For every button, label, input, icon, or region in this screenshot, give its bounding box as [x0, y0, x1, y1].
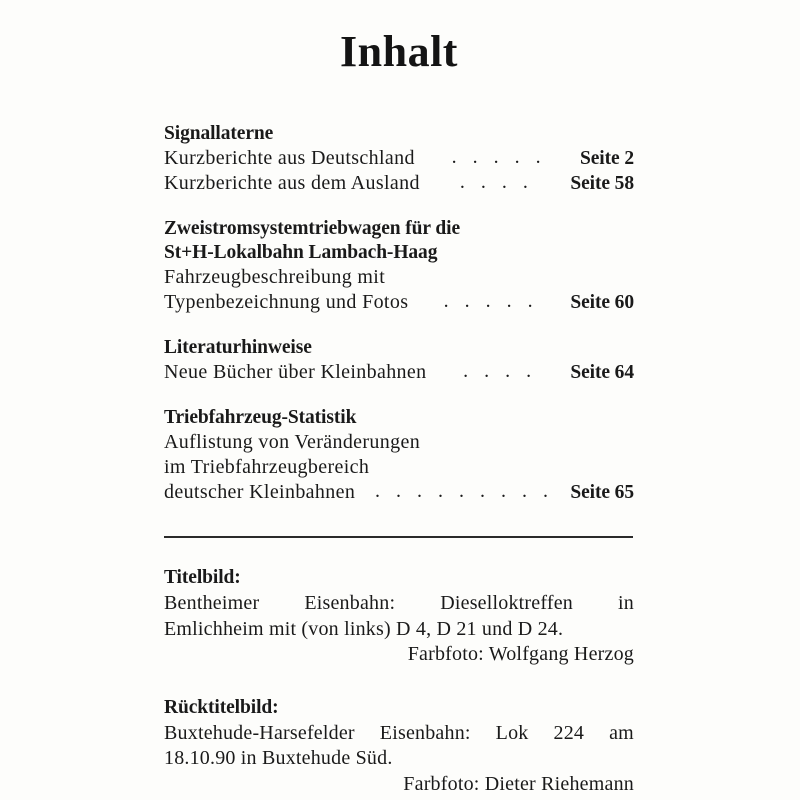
credit-word: Bentheimer — [164, 592, 260, 614]
toc-section — [164, 122, 634, 196]
credit-word: in — [618, 592, 634, 614]
toc-entry[interactable] — [164, 480, 634, 505]
toc-entry-page: Seite 60 — [570, 292, 634, 313]
toc-entry-page: Seite 58 — [570, 173, 634, 194]
front-cover-photographer: Farbfoto: Wolfgang Herzog — [407, 643, 634, 665]
front-cover-line-2: Emlichheim mit (von links) D 4, D 21 und D 24. — [164, 617, 564, 640]
toc-entry-label: Neue Bücher über Kleinbahnen — [164, 361, 427, 383]
toc-section — [164, 336, 634, 385]
back-cover-label: Rücktitelbild: — [164, 696, 279, 718]
back-cover-line-2: 18.10.90 in Buxtehude Süd. — [164, 747, 393, 769]
toc-entry-page: Seite 2 — [580, 148, 634, 169]
toc-section — [164, 406, 634, 505]
dot-leader: . . . . . — [451, 146, 547, 168]
front-cover-line-1 — [164, 591, 634, 617]
toc-entry-continuation: im Triebfahrzeugbereich — [164, 456, 370, 478]
image-credits — [164, 565, 634, 797]
credit-word: Eisenbahn: — [379, 721, 471, 744]
page-title: Inhalt — [340, 27, 458, 76]
credit-word: Dieselloktreffen — [440, 592, 573, 614]
table-of-contents — [164, 122, 634, 505]
dot-leader: . . . . — [463, 360, 537, 382]
credit-word: Eisenbahn: — [304, 592, 396, 614]
toc-section-heading: Literaturhinweise — [164, 337, 312, 358]
toc-entry-continuation: Fahrzeugbeschreibung mit — [164, 266, 386, 288]
dot-leader: . . . . . — [443, 290, 539, 312]
front-cover-credit — [164, 565, 634, 668]
toc-entry-label: Kurzberichte aus Deutschland — [164, 147, 415, 169]
dot-leader: . . . . — [459, 171, 534, 193]
toc-entry[interactable] — [164, 146, 634, 171]
credit-word: Lok — [495, 721, 529, 744]
back-cover-photographer: Farbfoto: Dieter Riehemann — [403, 772, 634, 795]
toc-entry[interactable] — [164, 360, 634, 385]
toc-entry-page: Seite 65 — [570, 482, 634, 503]
credit-word: am — [609, 721, 634, 744]
toc-section-heading: Signallaterne — [164, 123, 274, 144]
toc-entry-label: Kurzberichte aus dem Ausland — [164, 172, 420, 194]
toc-section-heading: Zweistromsystemtriebwagen für die — [164, 218, 461, 239]
toc-entry[interactable] — [164, 171, 634, 196]
toc-section-heading: Triebfahrzeug-Statistik — [164, 407, 357, 428]
toc-entry[interactable] — [164, 290, 634, 315]
toc-section — [164, 217, 634, 315]
horizontal-rule — [164, 536, 633, 538]
page-content — [164, 0, 634, 797]
toc-entry-continuation: Auflistung von Veränderungen — [164, 431, 421, 453]
toc-section-heading-line2: St+H-Lokalbahn Lambach-Haag — [164, 242, 438, 263]
credit-word: 224 — [553, 721, 585, 744]
back-cover-line-1 — [164, 721, 634, 747]
dot-leader: . . . . . . . . . — [375, 480, 554, 502]
credit-word: Buxtehude-Harsefelder — [164, 721, 355, 744]
toc-entry-page: Seite 64 — [570, 362, 634, 383]
toc-entry-label: deutscher Kleinbahnen — [164, 481, 356, 503]
back-cover-credit — [164, 695, 634, 798]
toc-entry-label: Typenbezeichnung und Fotos — [164, 291, 409, 313]
front-cover-label: Titelbild: — [164, 567, 241, 588]
